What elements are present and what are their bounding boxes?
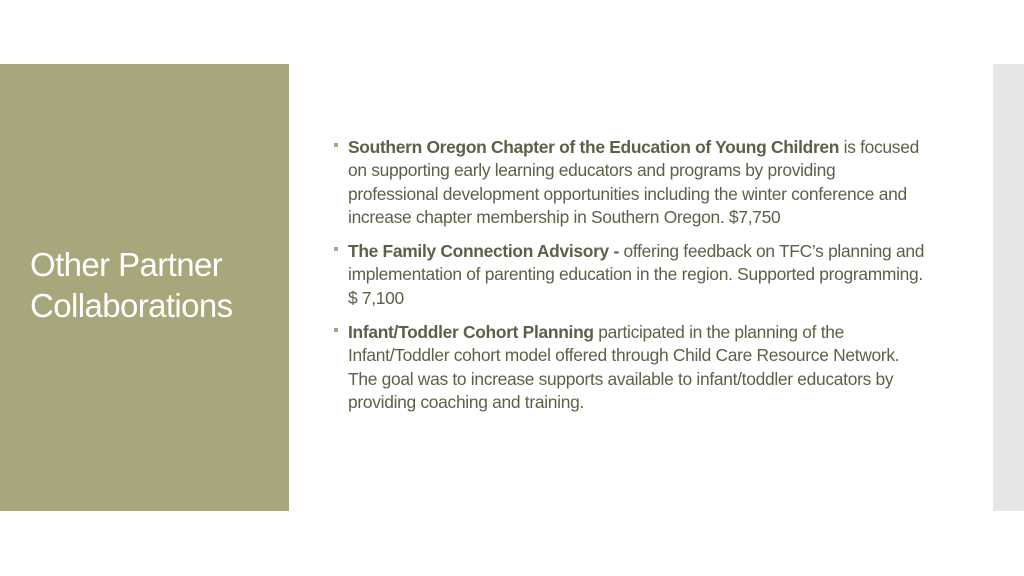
side-strip xyxy=(993,64,1024,511)
content-area xyxy=(334,136,930,425)
bullet-body: participated in the planning of the Infant/Toddler cohort model offered through Child Care Resource Network. The goal was to increase supports available to infant/toddler educators by providing coaching and training. xyxy=(348,322,900,412)
bullet-text xyxy=(348,240,930,310)
bullet-body: is focused on supporting early learning educators and programs by providing professional development opportunities including the winter conference and increase chapter membership in Southern Oregon. $7,750 xyxy=(348,137,919,227)
bullet-item-infant-toddler xyxy=(334,321,930,414)
bullet-body: offering feedback on TFC’s planning and implementation of parenting education in the region. Supported programming. $ 7,100 xyxy=(348,241,925,308)
bullet-marker-icon xyxy=(334,328,338,332)
bullet-lead: The Family Connection Advisory - xyxy=(348,241,619,262)
bullet-text xyxy=(348,321,930,414)
bullet-lead: Infant/Toddler Cohort Planning xyxy=(348,322,594,343)
bullet-marker-icon xyxy=(334,247,338,251)
bullet-text xyxy=(348,136,930,229)
bullet-item-soaeyc xyxy=(334,136,930,229)
slide-title: Other Partner Collaborations xyxy=(30,246,233,324)
bullet-marker-icon xyxy=(334,143,338,147)
bullet-item-family-connection xyxy=(334,240,930,310)
bullet-list xyxy=(334,136,930,414)
bullet-lead: Southern Oregon Chapter of the Education of Young Children xyxy=(348,137,840,157)
